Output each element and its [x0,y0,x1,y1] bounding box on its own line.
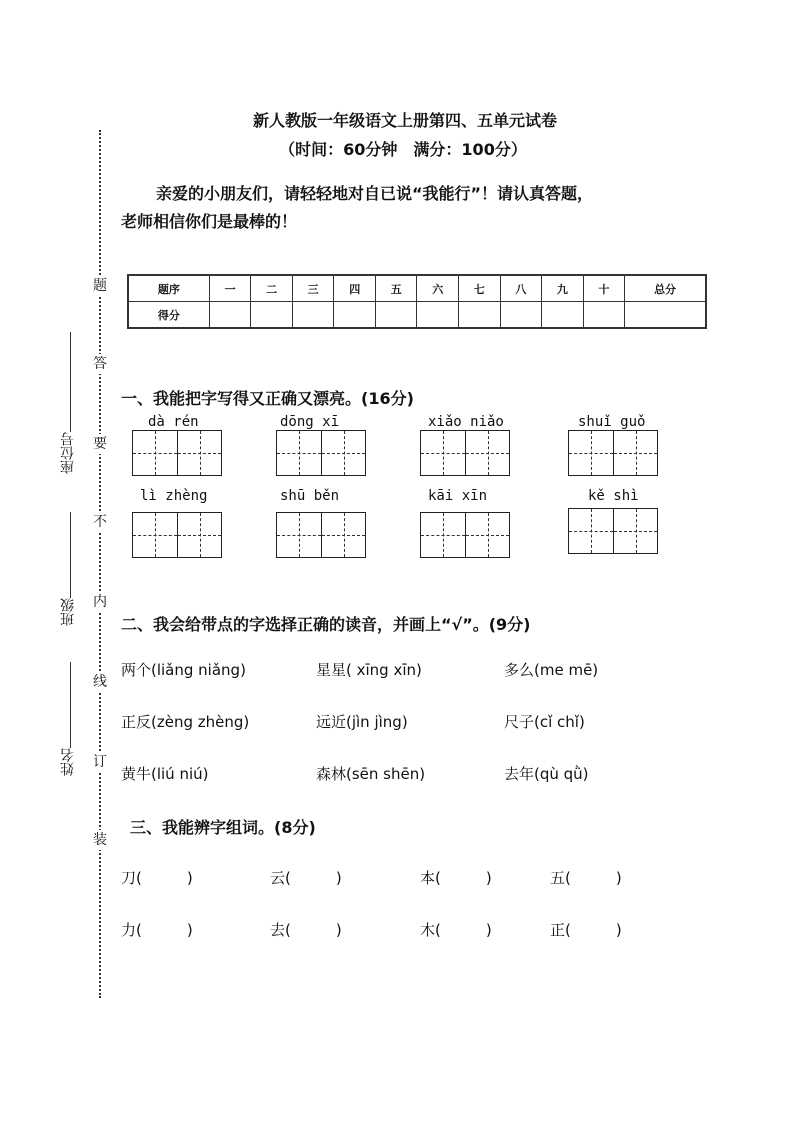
margin-char: 订 [90,752,110,772]
word-blank-item[interactable]: 本( ) [420,869,492,887]
seat-number-blank[interactable] [70,332,71,432]
name-blank[interactable] [70,662,71,748]
class-blank[interactable] [70,512,71,598]
page-subtitle: （时间：60分钟 满分：100分） [279,140,527,159]
score-header: 三 [292,275,334,302]
reading-choice-item[interactable]: 多么(me mē) [504,661,599,679]
word-blank-item[interactable]: 五( ) [550,869,622,887]
score-header: 总分 [625,275,706,302]
section-2-heading: 二、我会给带点的字选择正确的读音，并画上“√”。(9分) [121,615,531,634]
seat-number-label: 座位号 [60,432,76,474]
score-cell[interactable] [542,302,584,329]
binding-dotted-line [99,130,101,998]
reading-choice-item[interactable]: 森林(sēn shēn) [316,765,426,783]
margin-char: 内 [90,592,110,612]
score-header: 八 [500,275,542,302]
pinyin-label: xiǎo niǎo [428,414,504,430]
score-cell[interactable] [334,302,376,329]
writing-grid[interactable] [568,430,658,476]
score-table-header-row [128,275,706,302]
reading-choice-item[interactable]: 黄牛(liú niú) [121,765,209,783]
intro-line-2: 老师相信你们是最棒的！ [121,212,298,231]
score-cell[interactable] [209,302,251,329]
score-header: 六 [417,275,459,302]
word-blank-item[interactable]: 正( ) [550,921,622,939]
name-label: 姓名 [60,748,76,776]
page-title: 新人教版一年级语文上册第四、五单元试卷 [252,111,557,130]
section-1-heading: 一、我能把字写得又正确又漂亮。(16分) [121,389,414,408]
reading-choice-item[interactable]: 星星( xīng xīn) [316,661,422,679]
writing-grid[interactable] [132,430,222,476]
score-header: 五 [375,275,417,302]
margin-char: 要 [90,434,110,454]
word-blank-item[interactable]: 云( ) [270,869,342,887]
section-3-heading: 三、我能辨字组词。(8分) [130,818,316,837]
pinyin-label: lì zhèng [140,488,208,504]
class-label: 班级 [60,598,76,626]
intro-line-1: 亲爱的小朋友们，请轻轻地对自已说“我能行”！请认真答题， [156,184,594,203]
margin-char: 不 [90,512,110,532]
score-row-label: 得分 [128,302,209,329]
writing-grid[interactable] [568,508,658,554]
margin-char: 题 [90,276,110,296]
score-header: 一 [209,275,251,302]
score-header: 七 [459,275,501,302]
score-cell[interactable] [500,302,542,329]
reading-choice-item[interactable]: 去年(qù qǜ) [504,765,589,783]
reading-choice-item[interactable]: 尺子(cǐ chǐ) [504,713,585,731]
margin-char: 装 [90,830,110,850]
score-header: 四 [334,275,376,302]
pinyin-label: kě shì [588,488,639,504]
writing-grid[interactable] [420,512,510,558]
reading-choice-item[interactable]: 正反(zèng zhèng) [121,713,250,731]
score-cell[interactable] [625,302,706,329]
score-cell[interactable] [459,302,501,329]
writing-grid[interactable] [276,512,366,558]
writing-grid[interactable] [420,430,510,476]
word-blank-item[interactable]: 力( ) [121,921,193,939]
score-header: 题序 [128,275,209,302]
score-cell[interactable] [375,302,417,329]
score-header: 二 [251,275,293,302]
writing-grid[interactable] [276,430,366,476]
score-cell[interactable] [417,302,459,329]
score-table-score-row [128,302,706,329]
pinyin-label: dōng xī [280,414,340,430]
reading-choice-item[interactable]: 远近(jìn jìng) [316,713,408,731]
pinyin-label: shū běn [280,488,340,504]
score-cell[interactable] [251,302,293,329]
pinyin-label: shuǐ guǒ [578,414,646,430]
word-blank-item[interactable]: 刀( ) [121,869,193,887]
margin-char: 线 [90,672,110,692]
score-cell[interactable] [292,302,334,329]
word-blank-item[interactable]: 木( ) [420,921,492,939]
score-table [127,274,707,329]
word-blank-item[interactable]: 去( ) [270,921,342,939]
score-header: 十 [583,275,625,302]
pinyin-label: kāi xīn [428,488,488,504]
writing-grid[interactable] [132,512,222,558]
margin-char: 答 [90,354,110,374]
pinyin-label: dà rén [148,414,199,430]
score-header: 九 [542,275,584,302]
score-cell[interactable] [583,302,625,329]
reading-choice-item[interactable]: 两个(liǎng niǎng) [121,661,246,679]
